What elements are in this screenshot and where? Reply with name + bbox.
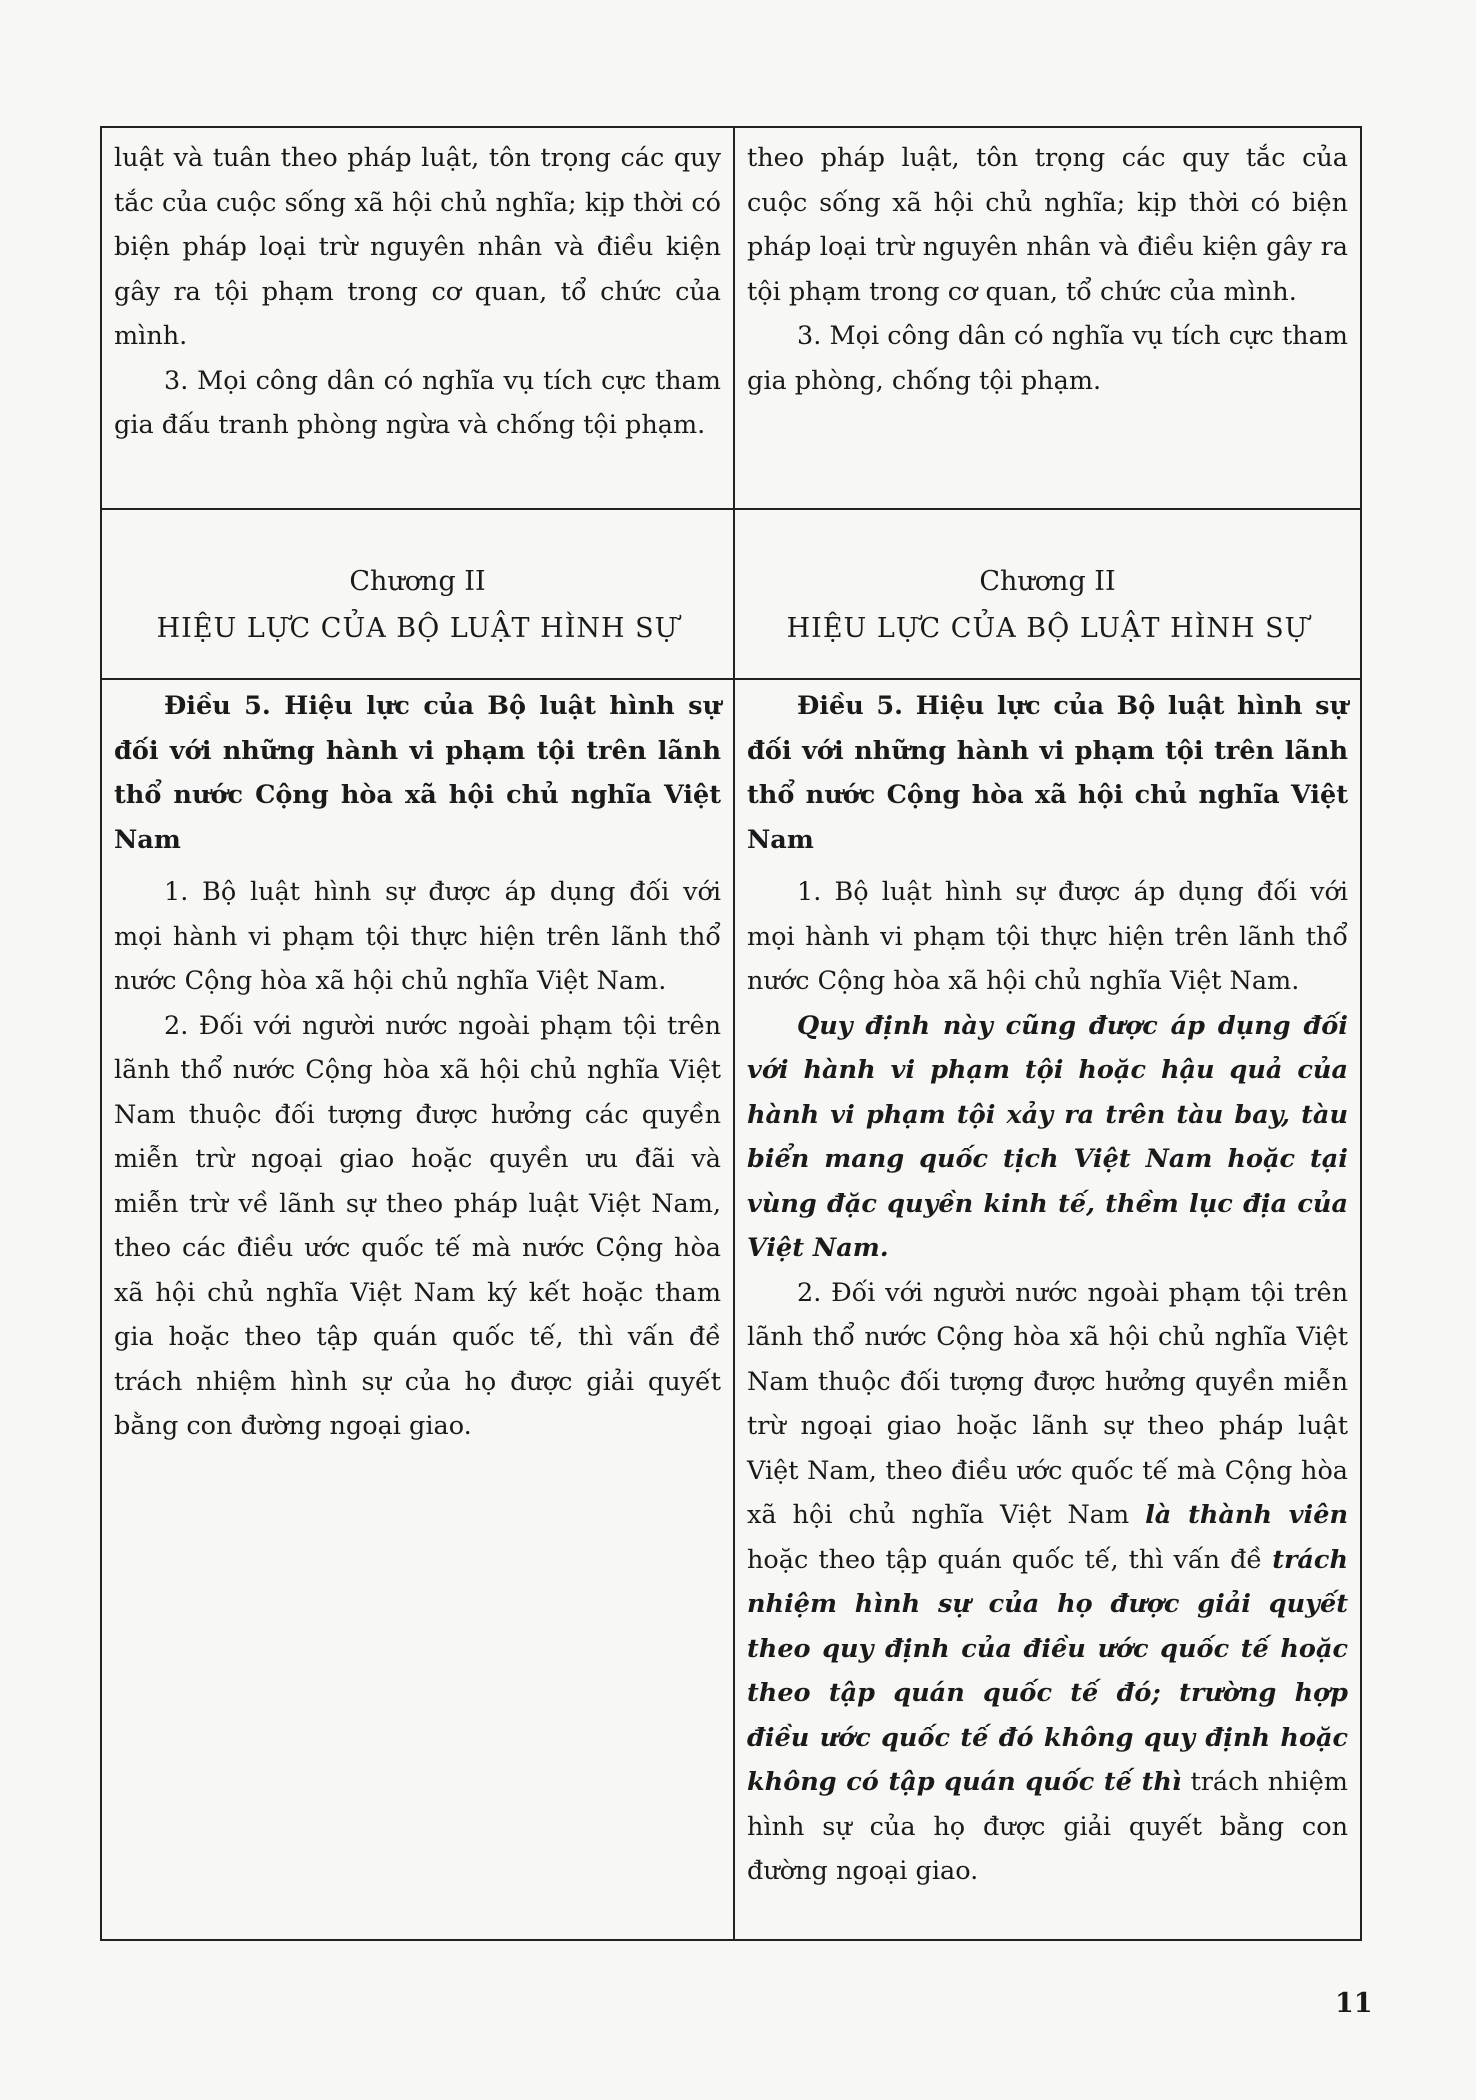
row-divider-1	[102, 508, 1360, 510]
article-right-p2-c: hoặc theo tập quán quốc tế, thì vấn đề	[747, 1544, 1273, 1575]
top-right-p2: 3. Mọi công dân có nghĩa vụ tích cực tham gia phòng, chống tội phạm.	[747, 321, 1348, 396]
article-right-p2-a: 2. Đối với người nước ngoài phạm tội trên lãnh thổ nước Cộng hòa xã hội chủ nghĩa Việt Nam thuộc đối tượng được hưởng quyền miễn trừ ngoại giao hoặc lãnh sự theo pháp luật Việt Nam, theo điều ước quốc tế mà Cộng hòa xã hội chủ nghĩa Việt Nam	[747, 1277, 1348, 1530]
chapter-right-cell	[735, 558, 1360, 668]
article-left-cell	[102, 684, 733, 1934]
article-right-p1: 1. Bộ luật hình sự được áp dụng đối với mọi hành vi phạm tội thực hiện trên lãnh thổ nước Cộng hòa xã hội chủ nghĩa Việt Nam.	[747, 877, 1348, 996]
chapter-right-label: Chương II	[979, 566, 1116, 597]
chapter-left-cell	[102, 558, 733, 668]
article-left-heading: Điều 5. Hiệu lực của Bộ luật hình sự đối với những hành vi phạm tội trên lãnh thổ nước Cộng hòa xã hội chủ nghĩa Việt Nam	[114, 691, 721, 855]
chapter-right-title: HIỆU LỰC CỦA BỘ LUẬT HÌNH SỰ	[786, 613, 1309, 644]
article-right-p1b: Quy định này cũng được áp dụng đối với hành vi phạm tội hoặc hậu quả của hành vi phạm tội xảy ra trên tàu bay, tàu biển mang quốc tịch Việt Nam hoặc tại vùng đặc quyền kinh tế, thềm lục địa của Việt Nam.	[747, 1010, 1348, 1263]
comparison-table	[100, 126, 1362, 1941]
article-right-p2	[747, 1271, 1348, 1894]
top-right-p1: theo pháp luật, tôn trọng các quy tắc của cuộc sống xã hội chủ nghĩa; kịp thời có biện pháp loại trừ nguyên nhân và điều kiện gây ra tội phạm trong cơ quan, tổ chức của mình.	[747, 143, 1348, 307]
top-right-cell	[735, 136, 1360, 506]
chapter-left-label: Chương II	[349, 566, 486, 597]
article-right-cell	[735, 684, 1360, 1934]
row-divider-2	[102, 678, 1360, 680]
article-right-p2-e: trách nhiệm hình sự của họ được giải quyết bằng con đường ngoại giao.	[747, 1767, 1348, 1886]
top-left-p2: 3. Mọi công dân có nghĩa vụ tích cực tham gia đấu tranh phòng ngừa và chống tội phạm.	[114, 365, 721, 440]
chapter-left-title: HIỆU LỰC CỦA BỘ LUẬT HÌNH SỰ	[156, 613, 679, 644]
page-number: 11	[1335, 1988, 1373, 2019]
article-right-p2-d: trách nhiệm hình sự của họ được giải quyết theo quy định của điều ước quốc tế hoặc theo tập quán quốc tế đó; trường hợp điều ước quốc tế đó không quy định hoặc không có tập quán quốc tế thì	[747, 1544, 1348, 1797]
article-right-heading: Điều 5. Hiệu lực của Bộ luật hình sự đối với những hành vi phạm tội trên lãnh thổ nước Cộng hòa xã hội chủ nghĩa Việt Nam	[747, 691, 1348, 855]
top-left-cell	[102, 136, 733, 506]
article-left-p2: 2. Đối với người nước ngoài phạm tội trên lãnh thổ nước Cộng hòa xã hội chủ nghĩa Việt Nam thuộc đối tượng được hưởng các quyền miễn trừ ngoại giao hoặc quyền ưu đãi và miễn trừ về lãnh sự theo pháp luật Việt Nam, theo các điều ước quốc tế mà nước Cộng hòa xã hội chủ nghĩa Việt Nam ký kết hoặc tham gia hoặc theo tập quán quốc tế, thì vấn đề trách nhiệm hình sự của họ được giải quyết bằng con đường ngoại giao.	[114, 1010, 721, 1441]
article-right-p2-b: là thành viên	[1145, 1500, 1348, 1530]
top-left-p1: luật và tuân theo pháp luật, tôn trọng các quy tắc của cuộc sống xã hội chủ nghĩa; kịp thời có biện pháp loại trừ nguyên nhân và điều kiện gây ra tội phạm trong cơ quan, tổ chức của mình.	[114, 143, 721, 351]
article-left-p1: 1. Bộ luật hình sự được áp dụng đối với mọi hành vi phạm tội thực hiện trên lãnh thổ nước Cộng hòa xã hội chủ nghĩa Việt Nam.	[114, 877, 721, 996]
